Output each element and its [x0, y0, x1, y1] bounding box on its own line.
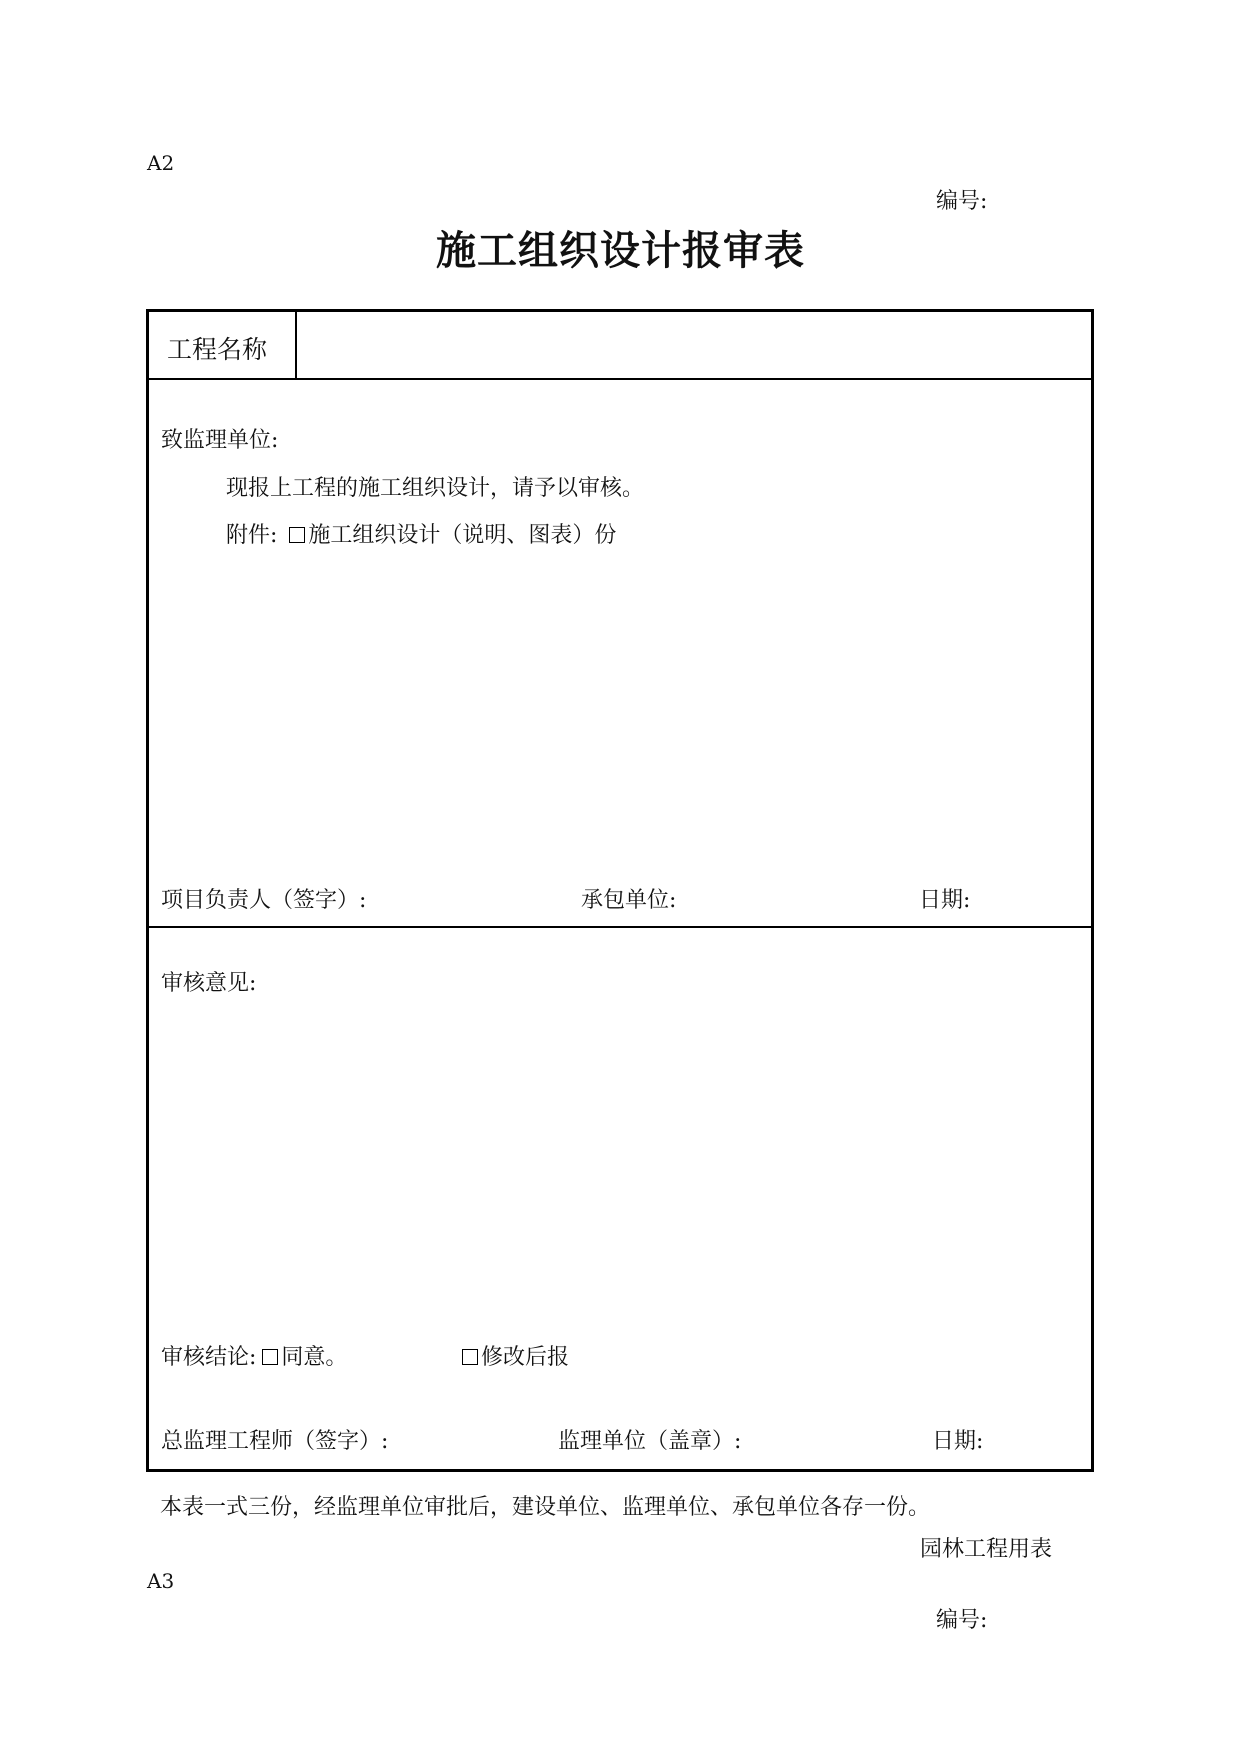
next-form-code: A3 [147, 1569, 175, 1593]
project-name-divider [295, 312, 297, 378]
project-name-field[interactable] [309, 330, 1069, 360]
supervision-unit-seal-label: 监理单位（盖章）: [558, 1429, 742, 1454]
review-conclusion-label: 审核结论: [161, 1345, 257, 1370]
next-serial-number-label: 编号: [936, 1608, 988, 1633]
attachment-checkbox[interactable] [289, 527, 305, 543]
section-divider [149, 926, 1091, 928]
agree-checkbox[interactable] [262, 1349, 278, 1365]
attachment-item: 施工组织设计（说明、图表）份 [308, 523, 617, 548]
submission-date-label: 日期: [919, 888, 971, 913]
addressee-label: 致监理单位: [161, 428, 279, 453]
revise-option [462, 1340, 569, 1371]
attachment-label: 附件: [226, 523, 278, 548]
row-divider [149, 378, 1091, 380]
chief-engineer-signature-label: 总监理工程师（签字）: [161, 1429, 389, 1454]
form-code: A2 [147, 151, 175, 175]
project-name-label: 工程名称 [167, 335, 268, 364]
revise-checkbox[interactable] [462, 1349, 478, 1365]
serial-number-label: 编号: [936, 189, 988, 214]
review-date-label: 日期: [932, 1429, 984, 1454]
review-opinion-label: 审核意见: [161, 971, 257, 996]
form-table [146, 309, 1094, 1472]
copies-note: 本表一式三份，经监理单位审批后，建设单位、监理单位、承包单位各存一份。 [160, 1495, 931, 1520]
usage-label: 园林工程用表 [920, 1537, 1053, 1562]
project-manager-signature-label: 项目负责人（签字）: [161, 888, 367, 913]
submission-statement: 现报上工程的施工组织设计，请予以审核。 [226, 476, 645, 501]
review-conclusion-line [161, 1340, 347, 1371]
attachment-line [226, 518, 616, 549]
agree-option-label: 同意。 [281, 1345, 348, 1370]
revise-option-label: 修改后报 [481, 1345, 570, 1370]
contractor-label: 承包单位: [581, 888, 677, 913]
page-title: 施工组织设计报审表 [436, 227, 805, 274]
